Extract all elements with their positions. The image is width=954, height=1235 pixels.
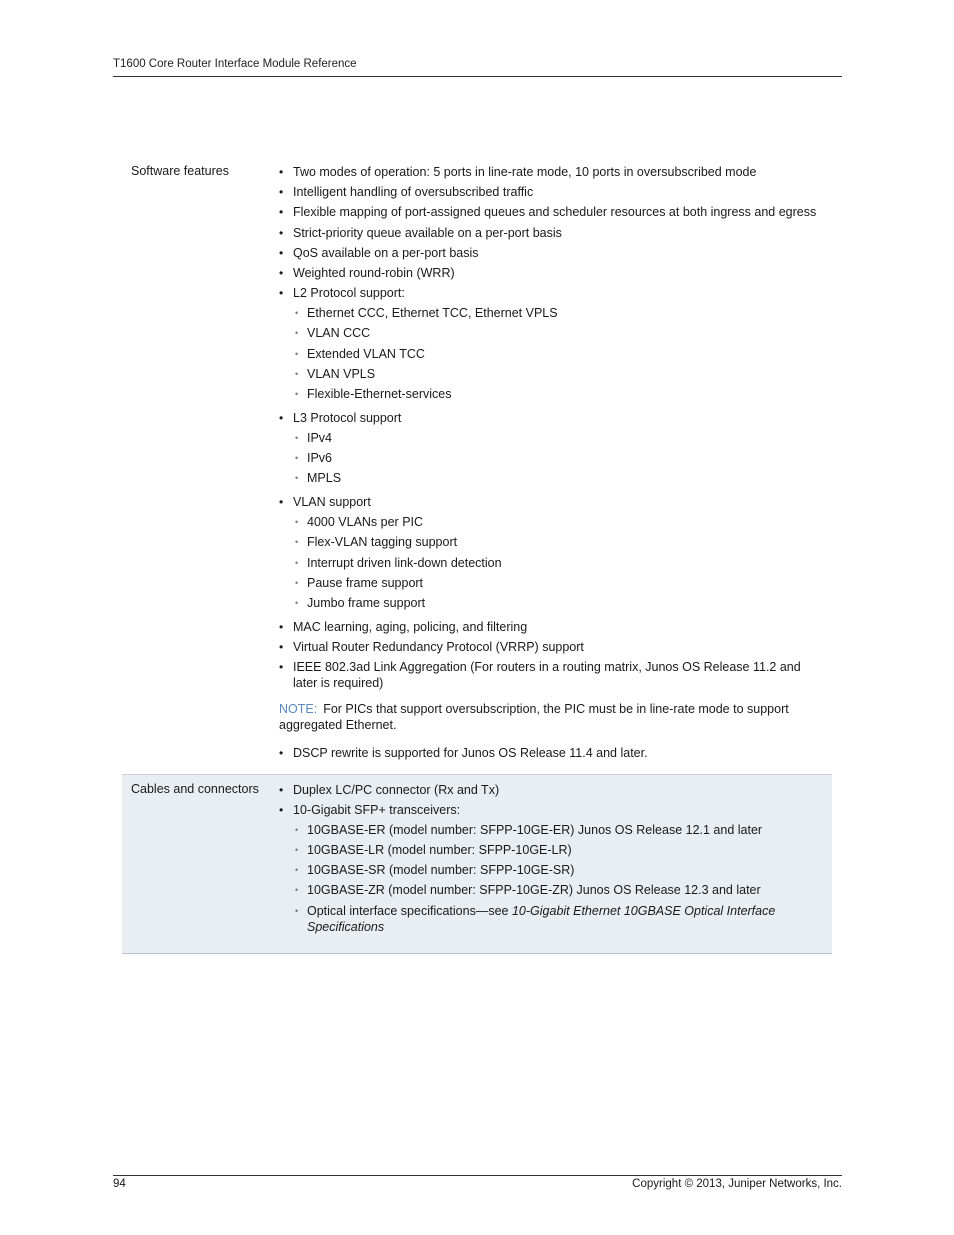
list-item-text: Strict-priority queue available on a per-port basis <box>293 225 562 240</box>
row-label-cables: Cables and connectors <box>131 781 259 796</box>
sub-list <box>293 305 826 402</box>
list-item-text: 10-Gigabit SFP+ transceivers: <box>293 802 461 817</box>
sub-list-item: • Jumbo frame support <box>293 595 826 611</box>
list-item <box>279 265 826 281</box>
optical-prefix: Optical interface specifications—see <box>307 903 512 918</box>
list-item <box>279 782 826 798</box>
sub-list-item: • IPv6 <box>293 450 826 466</box>
running-header: T1600 Core Router Interface Module Reference <box>113 58 357 70</box>
sub-list-item: • Pause frame support <box>293 575 826 591</box>
sub-list-item: • VLAN CCC <box>293 325 826 341</box>
sub-list <box>293 430 826 486</box>
list-item <box>279 245 826 261</box>
sub-list-item: • 4000 VLANs per PIC <box>293 514 826 530</box>
list-item-text: Two modes of operation: 5 ports in line-rate mode, 10 ports in oversubscribed mode <box>293 165 757 179</box>
footer-rule <box>113 1175 842 1176</box>
row-label-software-features: Software features <box>131 164 229 178</box>
list-item-text: L2 Protocol support: <box>293 286 405 301</box>
sub-list-item: • IPv4 <box>293 430 826 446</box>
list-item-text: Weighted round-robin (WRR) <box>293 265 455 280</box>
sub-list-item-optical <box>293 903 826 935</box>
cables-list <box>279 782 826 935</box>
note-label: NOTE: <box>279 702 318 717</box>
sub-list-item: • Interrupt driven link-down detection <box>293 555 826 571</box>
list-item: • DSCP rewrite is supported for Junos OS Release 11.4 and later. <box>279 745 826 761</box>
sub-list-item: • Ethernet CCC, Ethernet TCC, Ethernet VPLS <box>293 305 826 321</box>
note-text: For PICs that support oversubscription, the PIC must be in line-rate mode to support aggregated Ethernet. <box>279 702 789 733</box>
sub-list-item: • Extended VLAN TCC <box>293 346 826 362</box>
list-item <box>279 494 826 611</box>
list-item-text: Virtual Router Redundancy Protocol (VRRP) support <box>293 640 584 655</box>
sub-list-item: • VLAN VPLS <box>293 366 826 382</box>
sub-list-item: • MPLS <box>293 470 826 486</box>
list-item-text: Duplex LC/PC connector (Rx and Tx) <box>293 782 500 797</box>
list-item-text: Flexible mapping of port-assigned queues and scheduler resources at both ingress and egress <box>293 205 817 220</box>
sub-list <box>293 514 826 611</box>
software-features-list <box>279 164 826 691</box>
sub-list-item: • Flex-VLAN tagging support <box>293 534 826 550</box>
list-item-text: MAC learning, aging, policing, and filtering <box>293 620 528 634</box>
spec-table <box>122 160 832 954</box>
row-body-cables <box>279 775 832 953</box>
list-item-text: VLAN support <box>293 495 371 510</box>
list-item <box>279 659 826 691</box>
list-item <box>279 802 826 935</box>
sub-list-item: • 10GBASE-LR (model number: SFPP-10GE-LR) <box>293 842 826 858</box>
list-item <box>279 164 826 180</box>
sub-list-item: • 10GBASE-SR (model number: SFPP-10GE-SR) <box>293 862 826 878</box>
row-software-features <box>122 160 832 774</box>
sub-list-item: • 10GBASE-ZR (model number: SFPP-10GE-ZR) Junos OS Release 12.3 and later <box>293 882 826 898</box>
software-features-final-list <box>279 745 826 761</box>
note <box>279 701 826 733</box>
sub-list-item: • 10GBASE-ER (model number: SFPP-10GE-ER) Junos OS Release 12.1 and later <box>293 822 826 838</box>
list-item <box>279 184 826 200</box>
list-item <box>279 225 826 241</box>
list-item <box>279 285 826 402</box>
copyright: Copyright © 2013, Juniper Networks, Inc. <box>632 1178 842 1190</box>
sub-list-item: • Flexible-Ethernet-services <box>293 386 826 402</box>
list-item-text: L3 Protocol support <box>293 410 402 425</box>
list-item <box>279 619 826 635</box>
list-item-text: QoS available on a per-port basis <box>293 245 479 260</box>
row-body-software-features <box>279 160 832 774</box>
page-number: 94 <box>113 1178 126 1190</box>
optical-spec-link[interactable]: 10-Gigabit Ethernet 10GBASE Optical Interface Specifications <box>307 903 776 934</box>
row-cables-connectors <box>122 774 832 954</box>
sub-list <box>293 822 826 935</box>
list-item <box>279 410 826 486</box>
list-item-text: IEEE 802.3ad Link Aggregation (For routers in a routing matrix, Junos OS Release 11.2 and later is required) <box>293 660 801 691</box>
list-item <box>279 204 826 220</box>
header-rule <box>113 76 842 77</box>
list-item-text: Intelligent handling of oversubscribed traffic <box>293 185 534 200</box>
list-item <box>279 639 826 655</box>
